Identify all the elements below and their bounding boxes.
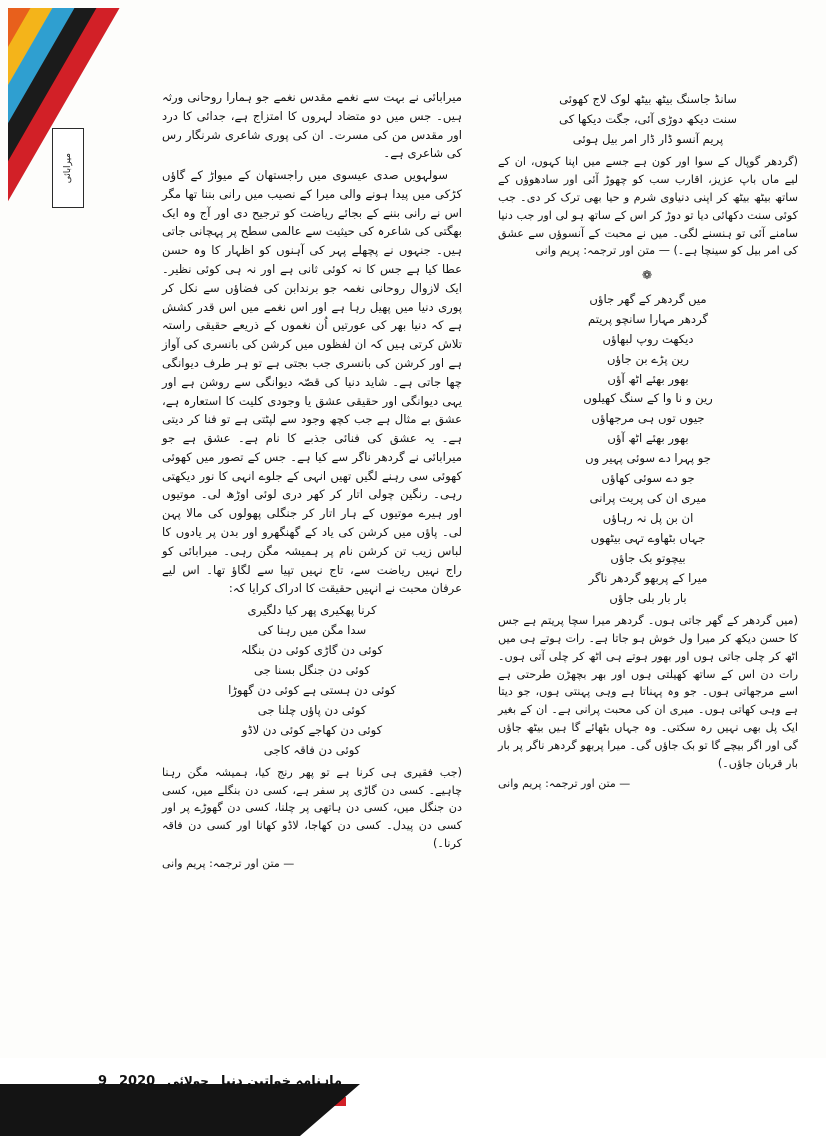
issue-year: 2020	[118, 1073, 156, 1089]
verse-translation-main: (میں گردھر کے گھر جاتی ہوں۔ گردھر میرا سچا پریتم ہے جس کا حسن دیکھ کر میرا ول خوش ہو جاتا ہے۔ رات ہوتے ہی میں اٹھ کر چلی جاتی ہوں اور بھور ہوتے ہی اٹھ کر چلی آتی ہوں۔ رات دن اس کے ساتھ کھیلتی ہوں اور بھر بچھڑن طرحتی ہے اسے مرجھاتی ہوں۔ جو وہ پہناتا ہے وہی پہنتی ہوں، جو دیتا ہے وہی کھاتی ہوں۔ میری ان کی محبت پرانی ہے۔ ان کے بغیر ایک پل بھی نہیں رہ سکتی۔ وہ جہاں بٹھائے گا ہیں بیٹھ جاؤں گی اور اگر بیچے گا تو بک جاؤں گی۔ میرا پربھو گردھر ناگر پر بار بار قربان جاؤں۔)	[498, 613, 798, 771]
article-column-left	[162, 88, 462, 884]
verse-line: کرنا پھکیری پھر کیا دلگیری	[247, 603, 377, 618]
page-footer	[0, 1058, 826, 1136]
verse-line: کوئی دن گاڑی کوئی دن بنگلہ	[240, 642, 384, 657]
verse-block-main	[498, 290, 798, 609]
verse-translation-left: (جب فقیری ہی کرنا ہے تو پھر رنج کیا، ہمیشہ مگن رہنا چاہیے۔ کسی دن گاڑی پر سفر ہے، کسی دن بنگلے میں، کسی دن جنگل میں، کسی دن ہاتھی پر چلنا، کسی دن گھوڑے پر اور کسی دن پیدل۔ کسی دن کھاجا، لاڈو کھانا اور کسی دن فاقہ کرنا۔)	[162, 765, 462, 851]
verse-line: سانڈ جاسنگ بیٹھ بیٹھ لوک لاج کھوئی	[559, 92, 737, 106]
verse-translation-top: (گردھر گوپال کے سوا اور کون ہے جسے میں اپنا کہوں، ان کے لیے ماں باپ عزیز، اقارب سب کو چھوڑ آئی اور سادھوؤں کے ساتھ بیٹھ بیٹھ کر اپنی دنیاوی شرم و حیا بھی ترک کر دی۔ جب کوئی سنت دکھائی دیا تو دوڑ کر اس کے ساتھ ہو لی اور جب دنیا سامنے آئی تو ہنسنے لگی۔ میں نے محبت کے آنسوؤں سے عشق کی امر بیل کو سینچا ہے۔) — متن اور ترجمہ: پریم وانی	[498, 154, 798, 258]
verse-line: جہاں بٹھاوے تہی بیٹھوں	[590, 531, 706, 546]
verse-line: سنت دیکھ دوڑی آئی، جگت دیکھا کی	[559, 111, 737, 126]
side-badge-label: میرابائی	[63, 152, 73, 184]
ornament-divider: ❁	[641, 268, 655, 283]
verse-line: میرا کے پربھو گردھر ناگر	[588, 570, 708, 585]
body-paragraph: سولہویں صدی عیسوی میں راجستھان کے میواڑ کے گاؤں کڑکی میں پیدا ہونے والی میرا کے نصیب میں رانی بننا تھا مگر اس نے رانی بننے کے بجائے ریاضت کو ترجیح دی اور آج وہ ایک بھگتی کی شاعرہ کی حیثیت سے عالمی سطح پر پہچانی جاتی ہیں۔ جنہوں نے پچھلے پہر کی آہنوں کو اظہار کا وہ حسن عطا کیا ہے جس کا نہ کوئی ثانی ہے اور نہ ہی کوئی نظیر۔ ایک لازوال روحانی نغمہ جو برندابن کی فضاؤں سے نکل کر پوری دنیا میں پھیل رہا ہے اور اس نغمے میں اس قدر کشش ہے کہ دنیا بھر کی عورتیں اُن نغموں کے ذریعے حقیقی راستہ تلاش کرتی ہیں کہ ان لفظوں میں کرشن کی بانسری کی آواز ہے اور کرشن کی بانسری جب بجتی ہے تو ہر طرف دیوانگی چھا جاتی ہے۔ شاید دنیا کی قصّہ دیوانگی سے روشن ہے اور یہی دیوانگی اور حقیقی عشق یا وجودی کلیت کا استعارہ ہے، عشق بے مثال ہے جب کچھ وجود سے لپٹتی ہے تو فنا کر دیتی ہے۔ یہ عشق کی فنائی جذبے کا نام ہے۔ عشق ہے جو میرابائی نے گردھر ناگر سے کیا ہے۔ جس کے تصور میں کھوئی کھوئی سی رہنے لگیں تھیں انہی کے جلوے انہی کا نور دیکھتی رہی۔ رنگین چولی اتار کر کھر دری لوئی اوڑھ لی۔ موتیوں اور ہیرے موتیوں کے ہار اتار کر جنگلی پھولوں کی مالا پہن لی۔ پاؤں میں کرشن کی یاد کے گھنگھرو اور بدن پر یادوں کا لباس زیب تن کرشن نام پر ہمیشہ مگن رہی۔ میرابائی کو راج نہیں ریاضت سے، تاج نہیں تپیا سے لگاؤ تھا۔ اس لیے عرفان محبت نے انہیں حقیقت کا ادراک کرایا کہ:	[162, 168, 462, 596]
verse-line: بھور بھئے اٹھ آؤں	[607, 431, 689, 446]
verse-line: ان بن پل نہ رہاؤں	[602, 511, 694, 526]
footer-text-row	[0, 1070, 360, 1092]
verse-line: جو دے سوئی کھاؤں	[601, 471, 695, 486]
verse-line: جو پہرا دے سوئی پہیر وں	[585, 451, 711, 466]
verse-block-top	[498, 90, 798, 150]
verse-line: کوئی دن کھاجے کوئی دن لاڈو	[241, 722, 383, 737]
article-column-right	[498, 88, 798, 804]
issue-month: جولائی	[167, 1074, 209, 1088]
verse-line: گردھر مہارا سانچو پریتم	[587, 311, 708, 326]
verse-line: بار بار بلی جاؤں	[609, 590, 687, 605]
decor-mask	[8, 330, 140, 370]
verse-line: کوئی دن پاؤں چلنا جی	[257, 702, 367, 717]
verse-line: جیوں توں ہی مرجھاؤں	[591, 411, 705, 426]
magazine-title: ماہنامہ خواتین دنیا	[220, 1073, 342, 1089]
verse-line: بیچوتو بک جاؤں	[610, 550, 686, 565]
page-number: 9	[97, 1073, 107, 1089]
verse-line: پریم آنسو ڈار ڈار امر بیل ہوئی	[572, 131, 724, 146]
attribution-right: — متن اور ترجمہ: پریم وانی	[498, 777, 631, 791]
verse-line: میری ان کی پریت پرانی	[589, 491, 707, 506]
verse-line: کوئی دن فاقہ کاجی	[263, 742, 361, 757]
attribution-left: — متن اور ترجمہ: پریم وانی	[162, 857, 295, 871]
verse-line: دیکھت روپ لبھاؤں	[602, 331, 694, 346]
body-paragraph: میرابائی نے بہت سے نغمے مقدس نغمے جو ہمارا روحانی ورثہ ہیں۔ جس میں دو متضاد لہروں کا امتزاج ہے، جدائی کا درد اور مقدس من کی مسرت۔ ان کی پوری شاعری شرنگار رس کی شاعری ہے۔	[162, 90, 462, 161]
verse-line: رین پڑے بن جاؤں	[607, 351, 689, 366]
verse-line: کوئی دن ہستی ہے کوئی دن گھوڑا	[228, 682, 396, 697]
verse-line: میں گردھر کے گھر جاؤں	[589, 291, 707, 306]
verse-line: کوئی دن جنگل بسنا جی	[253, 662, 371, 677]
verse-line: سدا مگن میں رہنا کی	[257, 623, 367, 638]
side-badge	[52, 128, 84, 208]
verse-line: بھور بھئے اٹھ آؤں	[607, 371, 689, 386]
verse-line: رین و نا وا کے سنگ کھیلوں	[583, 391, 713, 406]
verse-block-left	[162, 601, 462, 761]
